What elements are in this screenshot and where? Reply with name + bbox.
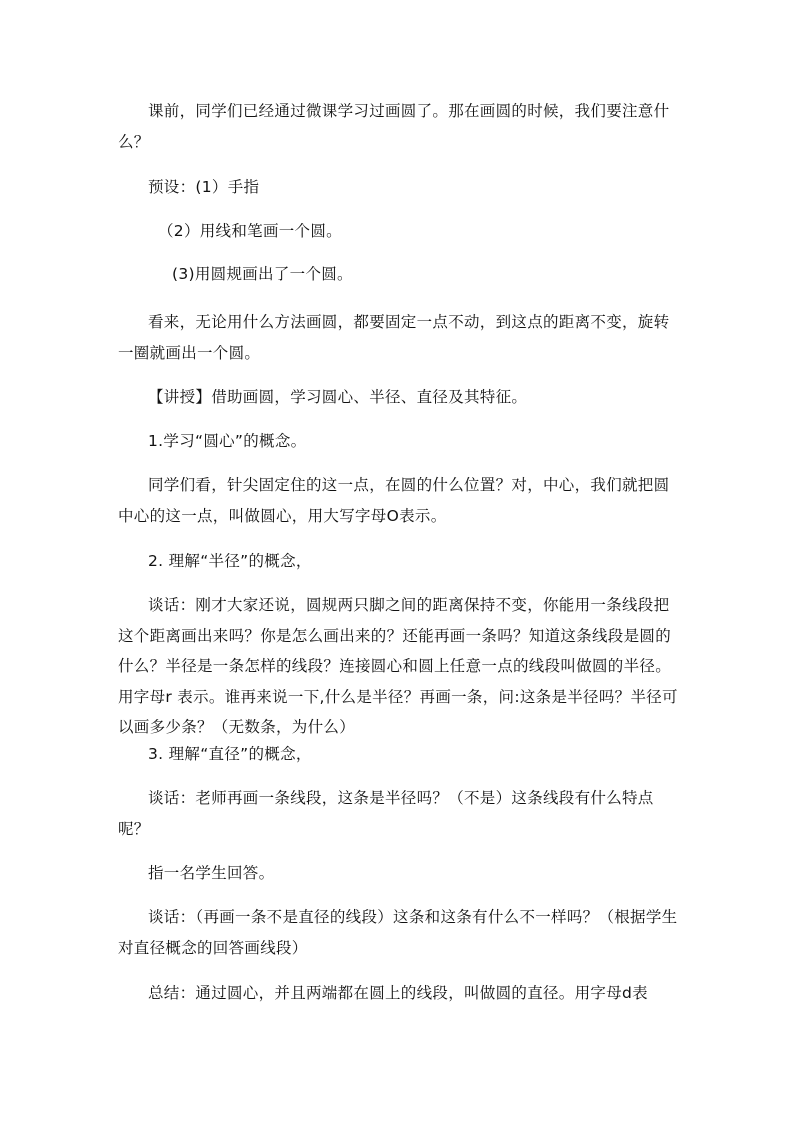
- lecture-heading: 【讲授】借助画圆，学习圆心、半径、直径及其特征。: [148, 388, 528, 406]
- section-2-body: 谈话：刚才大家还说，圆规两只脚之间的距离保持不变，你能用一条线段把这个距离画出来吗？你是怎么画出来的？还能再画一条吗？知道这条线段是圆的什么？半径是一条怎样的线段？连接圆心和圆上任意一点的线段叫做圆的半径。用字母r 表示。谁再来说一下,什么是半径？再画一条，问:这条是半径吗？半径可以画多少条？（无数条，为什么）: [118, 596, 678, 736]
- preset-2-line: （2）用线和笔画一个圆。: [158, 222, 342, 240]
- drawing-summary-paragraph: 看来，无论用什么方法画圆，都要固定一点不动，到这点的距离不变，旋转一圈就画出一个圆。: [118, 313, 670, 362]
- section-3-ask: 指一名学生回答。: [148, 864, 275, 882]
- section-1-title: 1.学习“圆心”的概念。: [148, 432, 307, 450]
- section-2-title: 2. 理解“半径”的概念，: [148, 552, 312, 570]
- section-3-title: 3. 理解“直径”的概念，: [148, 745, 312, 763]
- preset-1-line: 预设：(1）手指: [148, 178, 260, 196]
- preset-3-line: (3)用圆规画出了一个圆。: [172, 265, 353, 283]
- section-3-talk-1: 谈话：老师再画一条线段，这条是半径吗？（不是）这条线段有什么特点呢？: [118, 789, 654, 838]
- section-3-talk-2: 谈话：（再画一条不是直径的线段）这条和这条有什么不一样吗？（根据学生对直径概念的回答画线段）: [118, 908, 678, 957]
- section-3-conclusion: 总结：通过圆心，并且两端都在圆上的线段，叫做圆的直径。用字母d表: [148, 984, 648, 1002]
- intro-question-paragraph: 课前，同学们已经通过微课学习过画圆了。那在画圆的时候，我们要注意什么？: [118, 102, 670, 151]
- section-1-body: 同学们看，针尖固定住的这一点，在圆的什么位置？对，中心，我们就把圆中心的这一点，叫做圆心，用大写字母O表示。: [118, 476, 670, 525]
